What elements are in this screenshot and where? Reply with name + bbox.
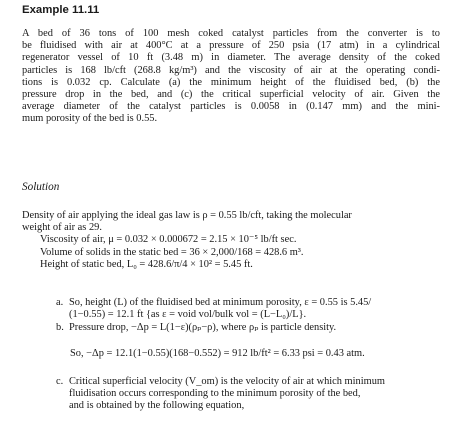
step-label: a.	[56, 297, 64, 308]
step-b	[56, 322, 436, 334]
solution-steps-ab	[56, 297, 436, 336]
problem-line: tions is 0.032 cp. Calculate (a) the minimum height of the fluidised bed, (b) the	[22, 76, 440, 88]
given-line: Viscosity of air, μ = 0.032 × 0.000672 = 2.15 × 10⁻⁵ lb/ft sec.	[40, 234, 297, 246]
problem-line: regenerator vessel of 10 ft (3.48 m) in diameter. The average density of the coked	[22, 52, 440, 64]
step-c	[56, 376, 436, 413]
step-line: and is obtained by the following equation,	[69, 400, 245, 412]
step-label: b.	[56, 322, 64, 334]
given-line: Height of static bed, L₀ = 428.6/π/4 × 10² = 5.45 ft.	[40, 258, 253, 270]
step-label: c.	[56, 376, 64, 387]
step-line: Pressure drop, −Δp = L(1−ε)(ρₚ−ρ), where ρₚ is particle density.	[69, 322, 337, 334]
problem-line: A bed of 36 tons of 100 mesh coked catalyst particles from the converter is to	[22, 28, 440, 39]
step-line: Critical superficial velocity (V_om) is the velocity of air at which minimum	[69, 376, 385, 387]
solution-intro	[22, 210, 440, 271]
solution-heading: Solution	[22, 181, 60, 193]
intro-line: weight of air as 29.	[22, 222, 102, 234]
given-line: Volume of solids in the static bed = 36 × 2,000/168 = 428.6 m³.	[40, 246, 304, 258]
problem-line: pressure drop in the bed, and (c) the critical superficial velocity of air. Given the	[22, 89, 440, 101]
problem-line: be fluidised with air at 400°C at a pressure of 250 psia (17 atm) in a cylindrical	[22, 40, 440, 52]
pressure-drop-result: So, −Δp = 12.1(1−0.55)(168−0.552) = 912 lb/ft² = 6.33 psi = 0.43 atm.	[70, 348, 365, 359]
solution-steps-c	[56, 376, 436, 414]
step-a	[56, 297, 436, 321]
step-line: fluidisation occurs corresponding to the minimum porosity of the bed,	[69, 388, 361, 400]
problem-line: particles is 168 lb/cft (268.8 kg/m³) and the viscosity of air at the operating condi-	[22, 64, 440, 76]
problem-line: average diameter of the catalyst particles is 0.0058 in (0.147 mm) and the mini-	[22, 101, 440, 113]
intro-line: Density of air applying the ideal gas law is ρ = 0.55 lb/cft, taking the molecular	[22, 210, 352, 221]
problem-statement	[22, 28, 440, 126]
example-title: Example 11.11	[22, 4, 100, 16]
step-line: (1−0.55) = 12.1 ft {as ε = void vol/bulk vol = (L−L₀)/L}.	[69, 309, 307, 321]
problem-line: mum porosity of the bed is 0.55.	[22, 113, 158, 125]
step-line: So, height (L) of the fluidised bed at minimum porosity, ε = 0.55 is 5.45/	[69, 297, 372, 308]
